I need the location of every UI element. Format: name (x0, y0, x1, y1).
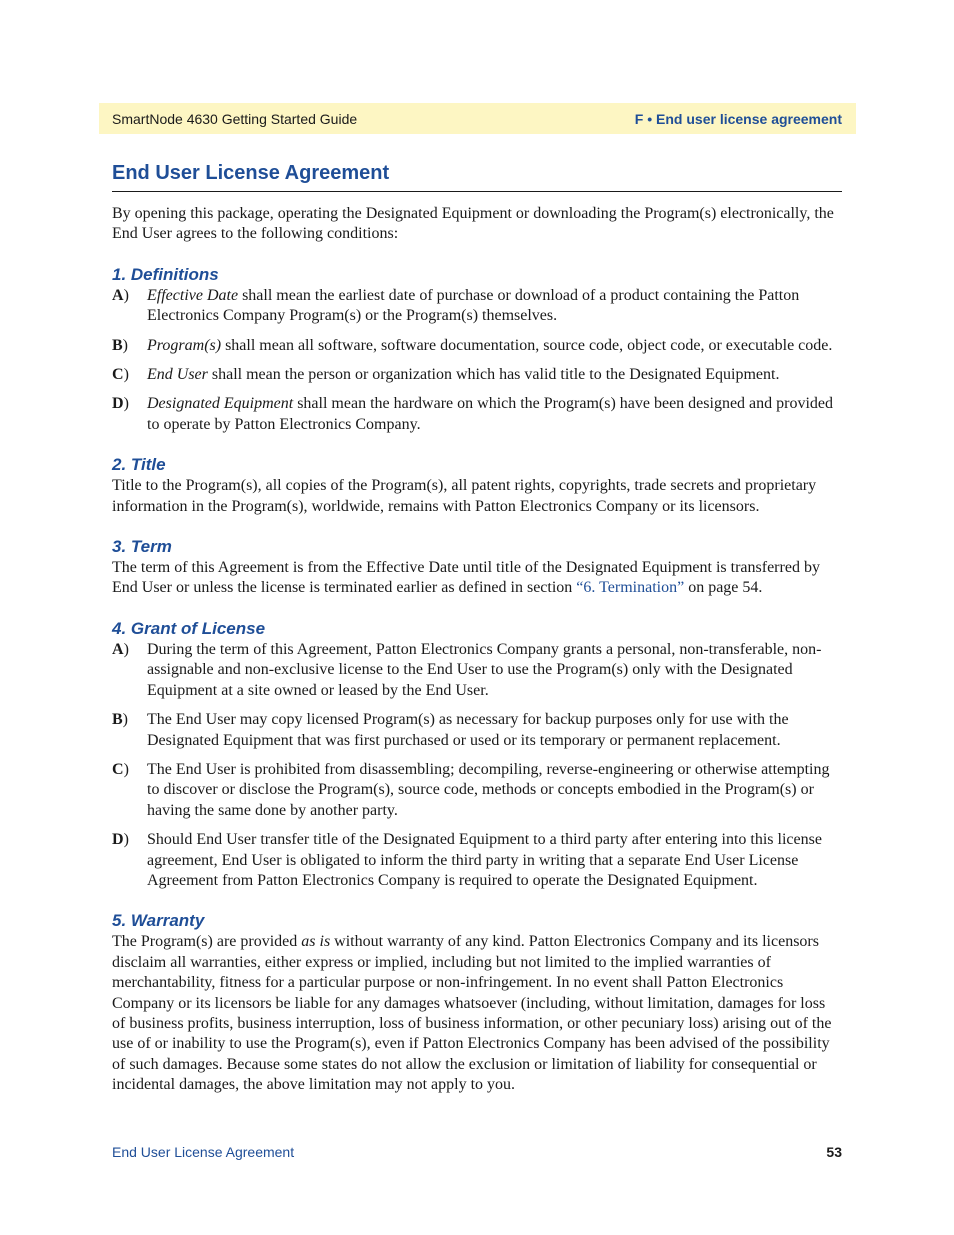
item-text: Designated Equipment shall mean the hardware on which the Program(s) have been designed and provided to operate by Patton Electronics Company. (147, 395, 834, 433)
section-paragraph: The Program(s) are provided as is without warranty of any kind. Patton Electronics Company and its licensors disclaim all warranties, either express or implied, including but not limited to the implied warranties of merchantability, fitness for a particular purpose or non-infringement. In no event shall Patton Electronics Company or its licensors be liable for any damages whatsoever (including, without limitation, damages for loss of business profits, business interruption, loss of business information, or other pecuniary loss) arising out of the use of or inability to use the Program(s), even if Patton Electronics Company has been advised of the possibility of such damages. Because some states do not allow the exclusion or limitation of liability for consequential or incidental damages, the above limitation may not apply to you. (112, 933, 832, 1094)
running-header (99, 103, 856, 134)
definition-item (112, 394, 842, 435)
definition-item (112, 336, 842, 356)
header-chapter: F • End user license agreement (634, 110, 842, 127)
section-grant-of-license (112, 619, 842, 891)
section-warranty (112, 911, 842, 1095)
item-text: The End User is prohibited from disassembling; decompiling, reverse-engineering or otherwise attempting to discover or disclose the Program(s), source code, methods or concepts embodied in the Program(s) or having the same done by another party. (147, 760, 830, 819)
section-paragraph: Title to the Program(s), all copies of the Program(s), all patent rights, copyrights, trade secrets and proprietary information in the Program(s), worldwide, remains with Patton Electronics Company or its licensors. (112, 477, 817, 515)
grant-item (112, 640, 842, 701)
section-paragraph: The term of this Agreement is from the Effective Date until title of the Designated Equipment is transferred by End User or unless the license is terminated earlier as defined in section “6. Termination” on page 54. (112, 559, 820, 597)
intro-paragraph: By opening this package, operating the Designated Equipment or downloading the Program(s) electronically, the End User agrees to the following conditions: (112, 205, 834, 243)
item-marker: C) (112, 366, 129, 384)
section-heading: 3. Term (112, 537, 172, 557)
item-marker: D) (112, 831, 129, 849)
grant-item (112, 830, 842, 891)
item-marker: C) (112, 760, 129, 778)
item-marker: A) (112, 286, 129, 304)
running-footer (112, 1144, 842, 1160)
section-heading: 2. Title (112, 455, 166, 475)
page-title: End User License Agreement (112, 158, 842, 192)
item-text: Program(s) shall mean all software, software documentation, source code, object code, or executable code. (147, 336, 833, 354)
section-heading: 5. Warranty (112, 911, 205, 931)
section-heading: 1. Definitions (112, 264, 219, 284)
definition-item (112, 286, 842, 327)
definition-item (112, 365, 842, 385)
section-definitions (112, 265, 842, 435)
item-marker: D) (112, 395, 129, 413)
item-text: Should End User transfer title of the Designated Equipment to a third party after entering into this license agreement, End User is obligated to inform the third party in writing that a separate End User License Agreement from Patton Electronics Company is required to operate the Designated Equipment. (147, 831, 822, 889)
item-marker: B) (112, 336, 128, 354)
grant-item (112, 760, 842, 821)
footer-title: End User License Agreement (112, 1144, 295, 1160)
item-marker: B) (112, 711, 128, 729)
page-content (112, 158, 842, 1096)
item-text: The End User may copy licensed Program(s) as necessary for backup purposes only for use with the Designated Equipment that was first purchased or used or its temporary or permanent replacement. (147, 711, 789, 749)
item-text: End User shall mean the person or organization which has valid title to the Designated Equipment. (147, 366, 780, 384)
termination-link[interactable]: “6. Termination” (576, 579, 685, 597)
section-heading: 4. Grant of License (112, 618, 266, 638)
section-term (112, 537, 842, 599)
item-text: During the term of this Agreement, Patton Electronics Company grants a personal, non-transferable, non-assignable and non-exclusive license to the End User to use the Program(s) only with the Designated Equipment at a site owned or leased by the End User. (147, 640, 822, 699)
grant-item (112, 710, 842, 751)
section-title (112, 455, 842, 517)
header-doc-title: SmartNode 4630 Getting Started Guide (112, 110, 358, 127)
item-text: Effective Date shall mean the earliest date of purchase or download of a product containing the Patton Electronics Company Program(s) or the Program(s) themselves. (147, 286, 800, 325)
page-number: 53 (826, 1144, 842, 1160)
item-marker: A) (112, 640, 129, 658)
